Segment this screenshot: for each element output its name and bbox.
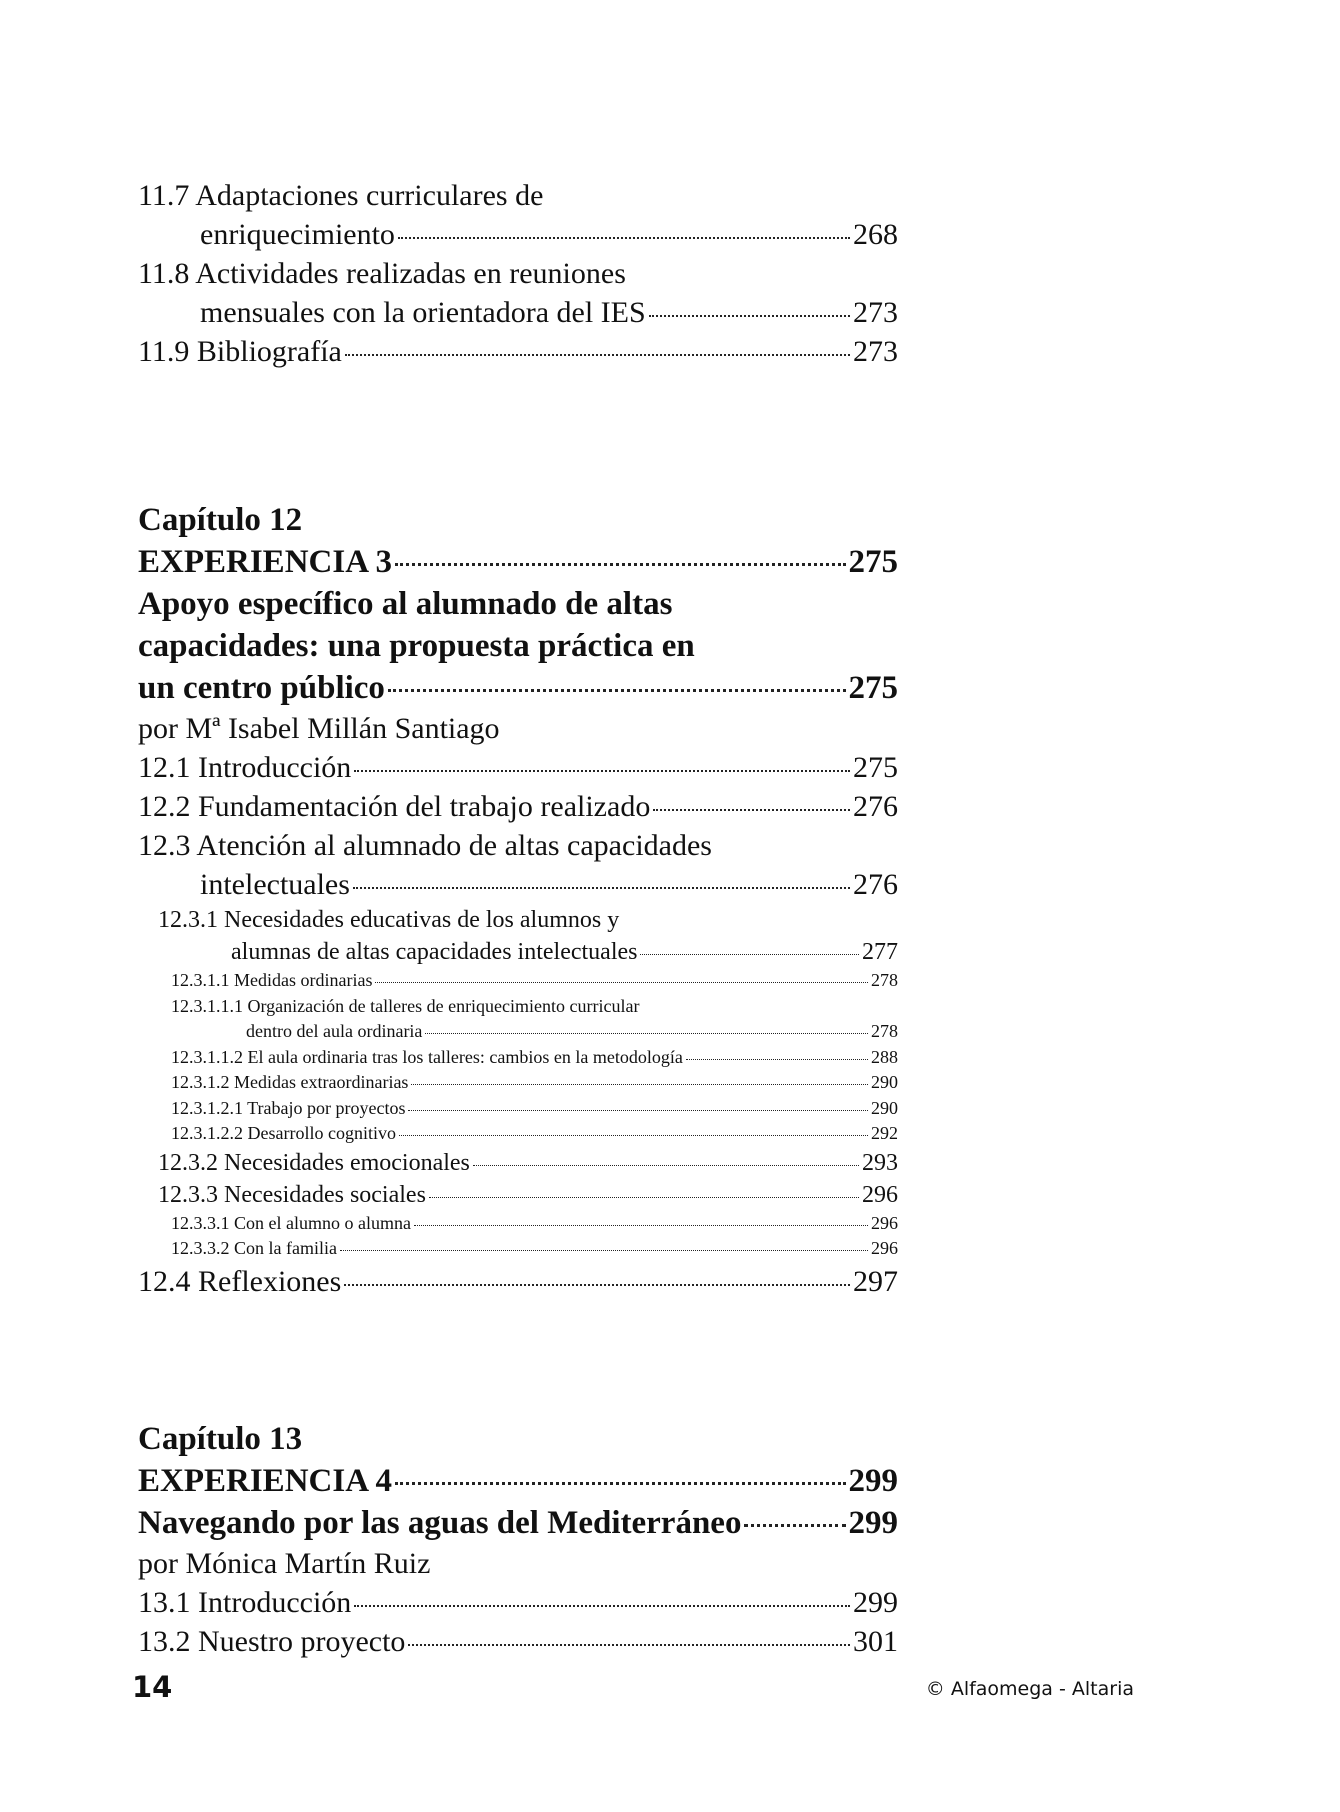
dot-leader xyxy=(640,954,859,955)
chapter-13-label: Capítulo 13 xyxy=(138,1420,303,1457)
dot-leader xyxy=(399,1135,868,1136)
toc-entry-title: 12.1 Introducción xyxy=(138,751,352,784)
chapter-12-title-line-1: Apoyo específico al alumnado de altas xyxy=(138,586,673,622)
toc-entry-11-8-cont xyxy=(138,293,898,332)
dot-leader xyxy=(395,563,846,566)
dot-leader xyxy=(353,887,850,889)
dot-leader xyxy=(345,354,850,356)
page-number: 273 xyxy=(853,296,898,329)
dot-leader xyxy=(653,809,850,811)
toc-entry-title: 12.3.1.1.2 El aula ordinaria tras los talleres: cambios en la metodología xyxy=(171,1046,683,1067)
page-number: 278 xyxy=(871,1021,898,1041)
page-number: 297 xyxy=(853,1264,898,1298)
page-number: 276 xyxy=(853,868,898,901)
dot-leader xyxy=(340,1250,868,1251)
toc-entry-12-3-1-1 xyxy=(138,968,898,994)
dot-leader xyxy=(473,1165,859,1166)
toc-entry-12-3-3-1 xyxy=(138,1211,898,1237)
copyright-footer: © Alfaomega - Altaria xyxy=(925,1678,1134,1700)
page-number: 278 xyxy=(871,970,898,990)
dot-leader xyxy=(649,315,850,317)
page-number-footer: 14 xyxy=(132,1670,173,1704)
dot-leader xyxy=(408,1644,850,1646)
toc-entry-13-2 xyxy=(138,1622,898,1661)
toc-entry-title: EXPERIENCIA 3 xyxy=(138,544,392,580)
toc-entry-12-4 xyxy=(138,1262,898,1301)
toc-entry-12-3-1: 12.3.1 Necesidades educativas de los alumnos y xyxy=(158,907,620,933)
chapter-12-title-line-2: capacidades: una propuesta práctica en xyxy=(138,628,695,664)
page-number: 275 xyxy=(848,670,898,706)
toc-entry-12-3-1-1-2 xyxy=(138,1045,898,1071)
chapter-12-author: por Mª Isabel Millán Santiago xyxy=(138,712,500,745)
page-number: 290 xyxy=(871,1072,898,1092)
dot-leader xyxy=(344,1284,850,1286)
page-number: 290 xyxy=(871,1097,898,1118)
chapter-13-author: por Mónica Martín Ruiz xyxy=(138,1546,431,1580)
toc-entry-title: enriquecimiento xyxy=(200,218,395,251)
chapter-12-experience xyxy=(138,541,898,583)
page-number: 296 xyxy=(871,1238,898,1258)
toc-entry-12-2 xyxy=(138,787,898,826)
toc-entry-title: intelectuales xyxy=(200,868,350,901)
toc-entry-title: 12.3.3.2 Con la familia xyxy=(171,1238,337,1258)
toc-entry-title: 12.2 Fundamentación del trabajo realizado xyxy=(138,790,651,823)
toc-entry-title: Navegando por las aguas del Mediterráneo xyxy=(138,1504,742,1541)
dot-leader xyxy=(395,1482,846,1485)
dot-leader xyxy=(414,1225,868,1226)
chapter-12-title-line-3 xyxy=(138,667,898,709)
dot-leader xyxy=(744,1524,845,1527)
toc-entry-12-3-3 xyxy=(138,1179,898,1211)
toc-entry-12-3-1-1-1-cont xyxy=(138,1019,898,1045)
page-number: 301 xyxy=(853,1624,898,1658)
toc-entry-12-3-1-2 xyxy=(138,1070,898,1096)
table-of-contents xyxy=(138,176,898,1661)
chapter-13-title xyxy=(138,1502,898,1544)
toc-entry-title: 13.2 Nuestro proyecto xyxy=(138,1624,406,1658)
page-number: 273 xyxy=(853,335,898,368)
dot-leader xyxy=(429,1197,859,1198)
page-number: 299 xyxy=(853,1585,898,1619)
page-number: 292 xyxy=(871,1123,898,1143)
toc-entry-12-3-2 xyxy=(138,1147,898,1179)
dot-leader xyxy=(425,1033,868,1034)
page-number: 293 xyxy=(862,1149,898,1176)
dot-leader xyxy=(375,982,868,983)
page-number: 296 xyxy=(871,1212,898,1233)
toc-entry-12-3-1-2-1 xyxy=(138,1096,898,1122)
page-number: 268 xyxy=(853,218,898,251)
page-number: 296 xyxy=(862,1181,898,1208)
toc-entry-title: alumnas de altas capacidades intelectuales xyxy=(231,939,638,965)
toc-entry-11-8: 11.8 Actividades realizadas en reuniones xyxy=(138,257,626,290)
toc-entry-title: 12.3.3.1 Con el alumno o alumna xyxy=(171,1212,411,1233)
toc-entry-title: 13.1 Introducción xyxy=(138,1585,352,1619)
toc-entry-11-9 xyxy=(138,332,898,371)
toc-entry-11-7-cont xyxy=(138,215,898,254)
toc-entry-12-3-1-cont xyxy=(138,936,898,968)
toc-entry-12-3-3-2 xyxy=(138,1236,898,1262)
page-number: 275 xyxy=(853,751,898,784)
page-number: 288 xyxy=(871,1046,898,1067)
page-number: 299 xyxy=(848,1462,898,1499)
dot-leader xyxy=(408,1110,868,1111)
toc-entry-title: 12.3.3 Necesidades sociales xyxy=(158,1181,426,1208)
toc-entry-12-3-1-2-2 xyxy=(138,1121,898,1147)
toc-entry-12-3: 12.3 Atención al alumnado de altas capacidades xyxy=(138,829,712,862)
toc-entry-title: EXPERIENCIA 4 xyxy=(138,1462,392,1499)
dot-leader xyxy=(411,1084,868,1085)
toc-entry-title: 12.3.1.2.1 Trabajo por proyectos xyxy=(171,1097,406,1118)
toc-entry-11-7: 11.7 Adaptaciones curriculares de xyxy=(138,179,544,212)
toc-entry-title: dentro del aula ordinaria xyxy=(246,1021,423,1041)
toc-entry-title: 12.3.1.2.2 Desarrollo cognitivo xyxy=(171,1123,396,1143)
dot-leader xyxy=(686,1059,868,1060)
page-number: 277 xyxy=(862,939,898,965)
page-number: 299 xyxy=(848,1504,898,1541)
chapter-13-experience xyxy=(138,1460,898,1502)
dot-leader xyxy=(388,689,846,692)
toc-entry-title: 11.9 Bibliografía xyxy=(138,335,342,368)
chapter-12-label: Capítulo 12 xyxy=(138,502,303,538)
toc-entry-12-1 xyxy=(138,748,898,787)
dot-leader xyxy=(354,770,850,772)
dot-leader xyxy=(354,1605,850,1607)
toc-entry-title: 12.3.2 Necesidades emocionales xyxy=(158,1149,470,1176)
toc-entry-13-1 xyxy=(138,1583,898,1622)
toc-entry-title: 12.3.1.2 Medidas extraordinarias xyxy=(171,1072,409,1092)
dot-leader xyxy=(398,237,850,239)
toc-entry-12-3-1-1-1: 12.3.1.1.1 Organización de talleres de enriquecimiento curricular xyxy=(171,995,640,1016)
toc-entry-title: 12.3.1.1 Medidas ordinarias xyxy=(171,970,373,990)
toc-entry-title: un centro público xyxy=(138,670,385,706)
toc-entry-title: mensuales con la orientadora del IES xyxy=(200,296,646,329)
page-number: 275 xyxy=(848,544,898,580)
toc-entry-title: 12.4 Reflexiones xyxy=(138,1264,342,1298)
toc-entry-12-3-cont xyxy=(138,865,898,904)
page-number: 276 xyxy=(853,790,898,823)
